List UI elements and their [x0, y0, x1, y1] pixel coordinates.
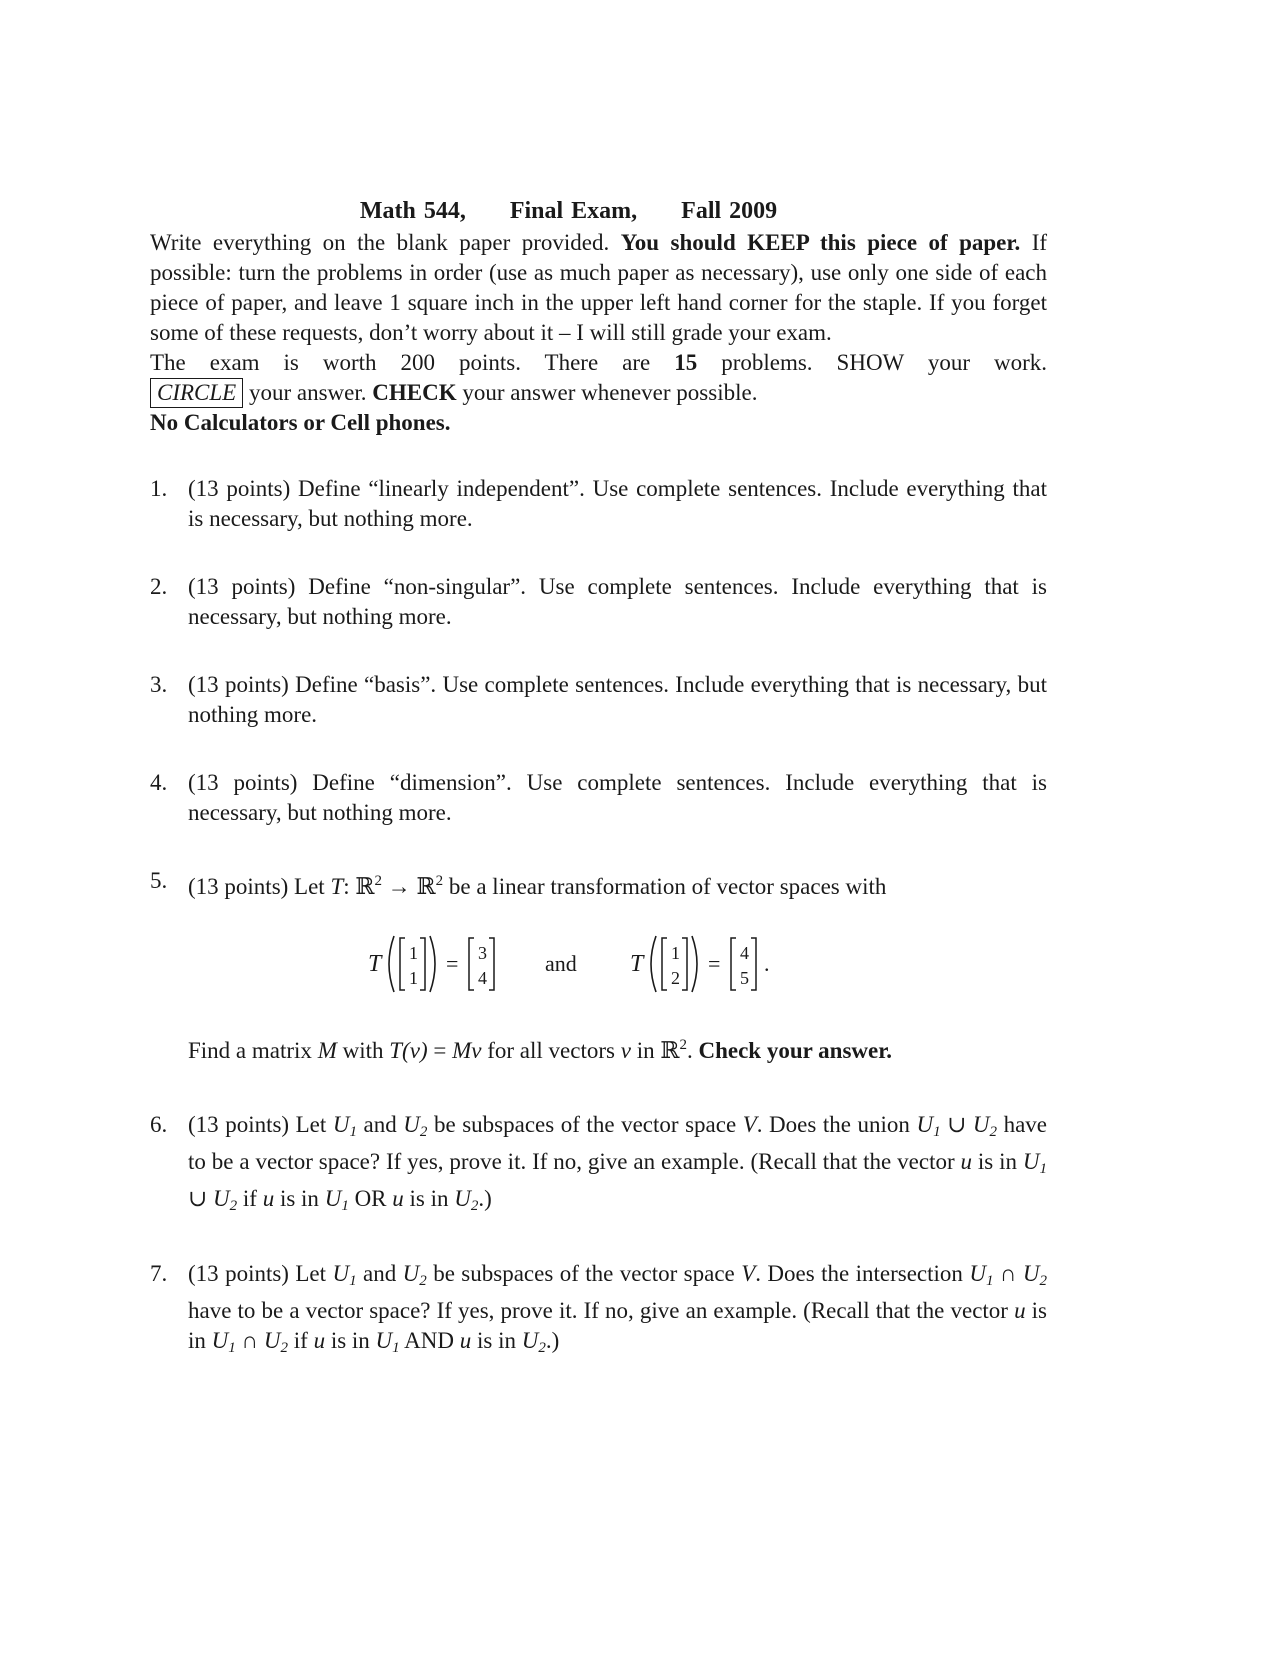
math-u: u	[459, 1328, 472, 1353]
problem-text: have to be a vector space? If yes, prove it. If no, give an example. (Recall that the vector	[188, 1112, 1048, 1174]
problem-text: if	[293, 1328, 308, 1353]
problem-text: .)	[478, 1186, 492, 1211]
problem-text: and	[363, 1261, 397, 1286]
matrix-entry: 4	[477, 968, 487, 988]
problem-text: AND	[404, 1328, 454, 1353]
period: .	[763, 951, 769, 976]
math-union: $U_1$ ∪ $U_2$	[188, 1149, 1048, 1214]
problem-number: 4.	[150, 770, 168, 795]
problem-text: be a linear transformation of vector spaces with	[448, 874, 887, 899]
problem-1	[150, 474, 1047, 534]
bracket-left	[469, 938, 474, 990]
problem-text: .)	[545, 1328, 560, 1353]
problem-text: is in	[977, 1149, 1018, 1174]
math-u: u	[262, 1186, 275, 1211]
math-intersection: $U_1$ ∩ $U_2$	[211, 1328, 288, 1356]
instruction-text: The exam is worth 200 points. There are	[150, 350, 651, 375]
bracket-left	[731, 938, 736, 990]
math-u: u	[313, 1328, 326, 1353]
problem-text: . Does the union	[756, 1112, 910, 1137]
problem-4	[150, 768, 1047, 828]
keep-paper-note: You should KEEP this piece of paper.	[620, 230, 1021, 255]
page-title	[150, 196, 1047, 226]
problem-number: 7.	[150, 1261, 168, 1286]
instructions-paragraph-3	[150, 378, 1047, 408]
problem-5	[150, 866, 1047, 1066]
problem-2	[150, 572, 1047, 632]
exam-label: Final Exam,	[509, 198, 638, 224]
problem-text: is in	[188, 1298, 1048, 1353]
problem-text: is in	[477, 1328, 516, 1353]
problem-text: . Does the intersection	[755, 1261, 963, 1286]
problem-5-intro	[188, 866, 1047, 902]
instructions-paragraph-2	[150, 348, 1047, 378]
problem-list	[150, 474, 1047, 1363]
problem-number: 6.	[150, 1112, 168, 1137]
math-U1: $U_1$	[375, 1328, 400, 1356]
exam-page	[150, 196, 1047, 1401]
problem-text: (13 points) Let	[188, 1261, 327, 1286]
instruction-text: your answer whenever possible.	[462, 380, 758, 405]
math-U1: $U_1$	[324, 1186, 349, 1214]
problem-text: if	[242, 1186, 257, 1211]
math-u: u	[960, 1149, 973, 1174]
matrix-entry: 1	[670, 943, 680, 963]
matrix-equations	[368, 924, 868, 1004]
problem-text: in	[636, 1038, 655, 1063]
problem-text: (13 points) Define “non-singular”. Use complete sentences. Include everything that is necessary, but nothing more.	[188, 574, 1047, 629]
math-u: u	[1014, 1298, 1026, 1323]
problem-text: Find a matrix	[188, 1038, 312, 1063]
math-colon: :	[343, 874, 350, 899]
transformation-equations	[188, 924, 1047, 1004]
matrix-entry: 1	[408, 943, 418, 963]
matrix-entry: 5	[739, 968, 749, 988]
matrix-entry: 1	[408, 968, 418, 988]
problem-text: have to be a vector space? If yes, prove it. If no, give an example. (Recall that the vector	[188, 1298, 1008, 1323]
equals-sign: =	[445, 951, 458, 976]
instruction-text: your answer.	[248, 380, 367, 405]
problem-text: be subspaces of the vector space	[433, 1261, 735, 1286]
term-label: Fall 2009	[681, 198, 778, 224]
paren-right	[430, 936, 435, 992]
math-T: T	[330, 874, 344, 899]
problem-text: (13 points) Define “dimension”. Use complete sentences. Include everything that is necessary, but nothing more.	[188, 770, 1047, 825]
math-V: V	[742, 1112, 757, 1137]
equals-sign: =	[707, 951, 720, 976]
instruction-text: Write everything on the blank paper provided.	[150, 230, 610, 255]
math-U2: $U_2$	[454, 1186, 479, 1214]
problem-count: 15	[674, 350, 698, 375]
math-U1: $U_1$	[332, 1112, 357, 1140]
matrix-entry: 4	[739, 943, 749, 963]
paren-left	[389, 936, 394, 992]
matrix-entry: 2	[670, 968, 680, 988]
problem-7	[150, 1259, 1047, 1363]
math-arrow: →	[387, 874, 411, 899]
paren-left	[651, 936, 656, 992]
circle-box: CIRCLE	[150, 378, 243, 408]
math-exp: 2	[374, 873, 383, 889]
instructions-paragraph-4	[150, 408, 1047, 438]
problem-text: (13 points) Let	[188, 874, 325, 899]
problem-text: OR	[354, 1186, 387, 1211]
math-R: ℝ	[355, 874, 375, 899]
math-U1: $U_1$	[332, 1261, 357, 1289]
math-U2: $U_2$	[403, 1112, 428, 1140]
check-answer-note: Check your answer.	[698, 1038, 893, 1063]
problem-text: with	[342, 1038, 384, 1063]
math-R: ℝ	[660, 1038, 680, 1063]
problem-6	[150, 1110, 1047, 1221]
math-Mv: Mv	[452, 1038, 482, 1063]
bracket-left	[662, 938, 667, 990]
problem-text: for all vectors	[487, 1038, 615, 1063]
math-M: M	[317, 1038, 337, 1063]
and-word: and	[544, 951, 577, 976]
math-union: $U_1$ ∪ $U_2$	[916, 1112, 998, 1140]
instruction-text: problems. SHOW your work.	[721, 350, 1047, 375]
problem-number: 1.	[150, 476, 168, 501]
bracket-right	[489, 938, 494, 990]
bracket-right	[751, 938, 756, 990]
problem-number: 2.	[150, 574, 168, 599]
bracket-right	[682, 938, 687, 990]
problem-text: be subspaces of the vector space	[433, 1112, 737, 1137]
problem-text: is in	[279, 1186, 319, 1211]
problem-5-task: Find a matrix M with T(v) = Mv for all vectors v in ℝ$^2$. Check your answer.	[188, 1037, 893, 1063]
bracket-left	[400, 938, 405, 990]
no-calculators-note: No Calculators or Cell phones.	[150, 410, 451, 435]
problem-text: and	[363, 1112, 397, 1137]
math-exp: 2	[435, 873, 444, 889]
bracket-right	[420, 938, 425, 990]
problem-text: (13 points) Define “linearly independent”. Use complete sentences. Include everything that is necessary, but nothing more.	[188, 476, 1047, 531]
instructions-paragraph-1	[150, 228, 1047, 348]
math-v: v	[620, 1038, 631, 1063]
math-u: u	[392, 1186, 404, 1211]
paren-right	[692, 936, 697, 992]
math-U2: $U_2$	[521, 1328, 546, 1356]
math-U2: $U_2$	[402, 1261, 427, 1289]
math-V: V	[741, 1261, 756, 1286]
problem-number: 3.	[150, 672, 168, 697]
math-T: T	[367, 951, 381, 977]
check-label: CHECK	[372, 380, 457, 405]
math-T: T	[629, 951, 643, 977]
math-intersection: $U_1$ ∩ $U_2$	[969, 1261, 1048, 1289]
instruction-text: If possible: turn the problems in order (use as much paper as necessary), use only one side of each piece of paper, and leave 1 square inch in the upper left hand corner for the staple. If you forget some of these requests, don’t worry about it – I will still grade your exam.	[150, 230, 1048, 345]
matrix-entry: 3	[477, 943, 487, 963]
problem-3	[150, 670, 1047, 730]
problem-text: is in	[409, 1186, 449, 1211]
math-exp: 2	[679, 1037, 687, 1053]
course-label: Math 544,	[359, 198, 466, 224]
problem-number: 5.	[150, 868, 168, 893]
math-R: ℝ	[416, 874, 436, 899]
problem-text: (13 points) Let	[188, 1112, 327, 1137]
problem-text: is in	[330, 1328, 370, 1353]
math-Tv: T(v)	[389, 1038, 428, 1063]
problem-text: (13 points) Define “basis”. Use complete sentences. Include everything that is necessary, but nothing more.	[188, 672, 1047, 727]
